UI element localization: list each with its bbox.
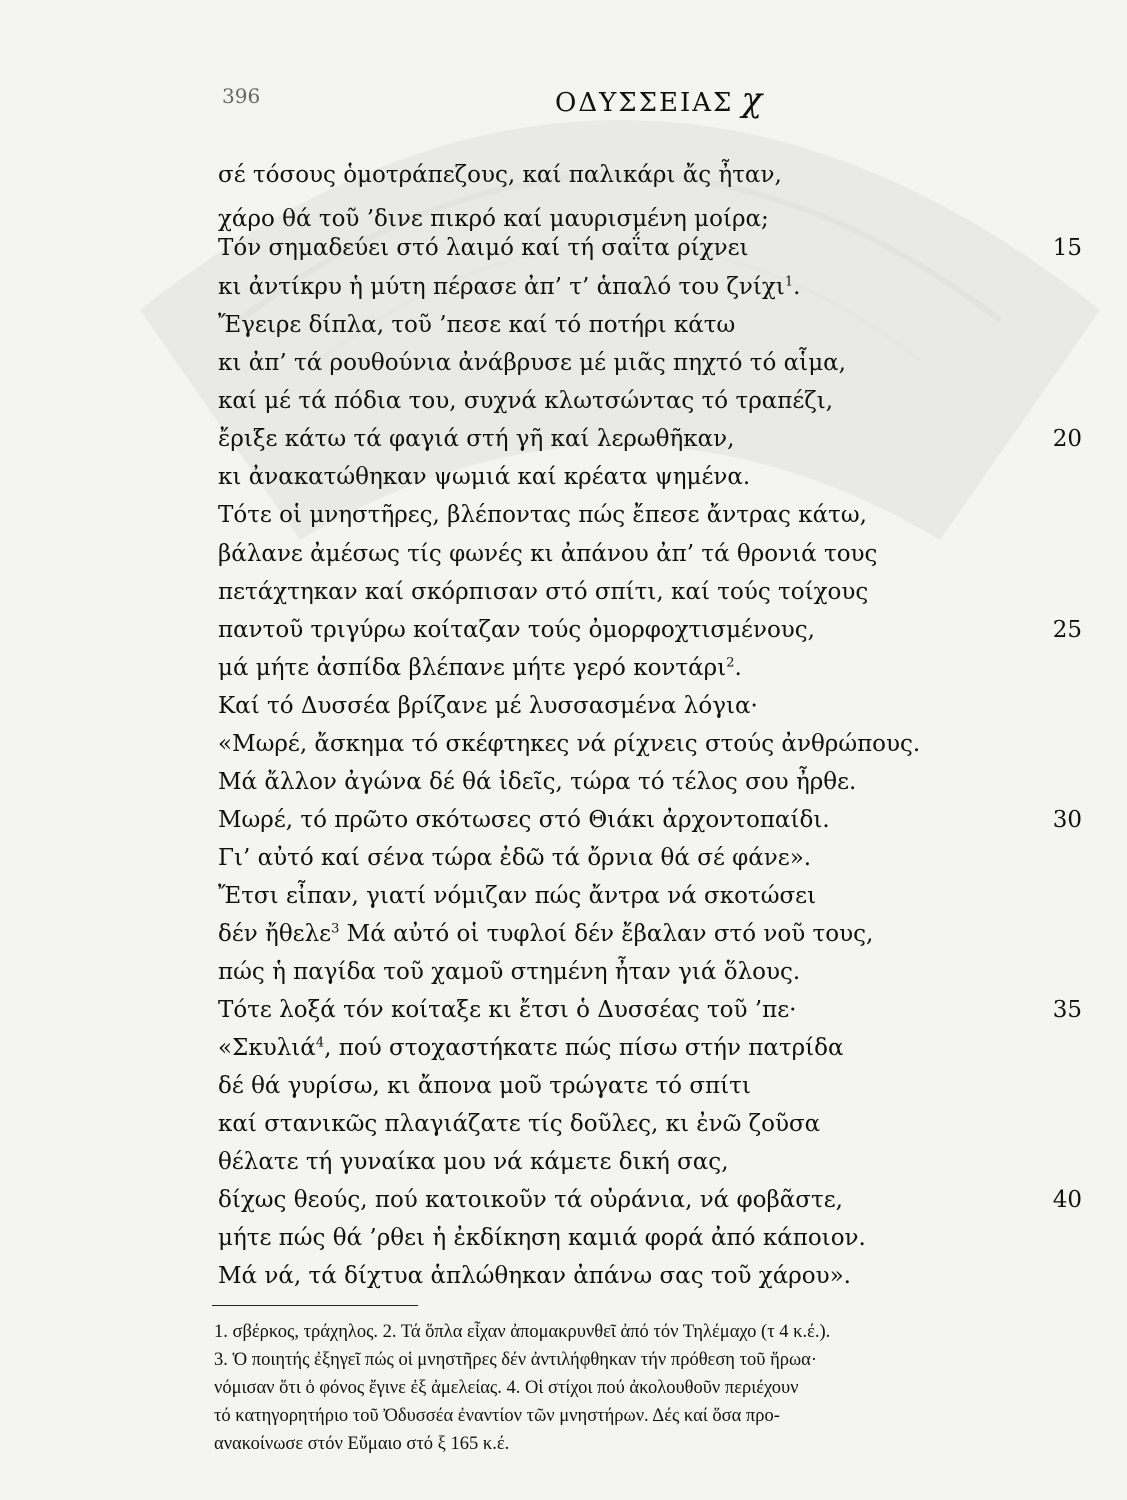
page-number: 396: [222, 84, 261, 108]
verse-line: Τότε λοξά τόν κοίταξε κι ἔτσι ὁ Δυσσέας τοῦ ’πε·: [218, 997, 797, 1023]
footnote-line: 3. Ὁ ποιητής ἐξηγεῖ πώς οἱ μνηστῆρες δέν ἀντιλήφθηκαν τήν πρόθεση τοῦ ἥρωα·: [214, 1350, 818, 1370]
footnote-ref: 4: [315, 1035, 325, 1051]
verse-line: δίχως θεούς, πού κατοικοῦν τά οὐράνια, νά φοβᾶστε,: [218, 1187, 843, 1213]
verse-line: μήτε πώς θά ’ρθει ἡ ἐκδίκηση καμιά φορά ἀπό κάποιον.: [218, 1225, 866, 1251]
verse-line: παντοῦ τριγύρω κοίταζαν τούς ὀμορφοχτισμένους,: [218, 617, 815, 643]
verse-line: κι ἀπ’ τά ρουθούνια ἀνάβρυσε μέ μιᾶς πηχτό τό αἷμα,: [218, 350, 846, 376]
footnote-line: τό κατηγορητήριο τοῦ Ὀδυσσέα ἐναντίον τῶν μνηστήρων. Δές καί ὅσα προ-: [214, 1406, 780, 1426]
verse-line: Μά ἄλλον ἀγώνα δέ θά ἰδεῖς, τώρα τό τέλος σου ἦρθε.: [218, 769, 857, 795]
line-number: 25: [1052, 617, 1082, 643]
verse-line: δέ θά γυρίσω, κι ἄπονα μοῦ τρώγατε τό σπίτι: [218, 1073, 751, 1099]
verse-line: Ἔτσι εἶπαν, γιατί νόμιζαν πώς ἄντρα νά σκοτώσει: [218, 883, 817, 909]
footnote-line: 1. σβέρκος, τράχηλος. 2. Τά ὅπλα εἶχαν ἀπομακρυνθεῖ ἀπό τόν Τηλέμαχο (τ 4 κ.έ.).: [214, 1322, 831, 1342]
verse-line: Μωρέ, τό πρῶτο σκότωσες στό Θιάκι ἀρχοντοπαίδι.: [218, 807, 830, 833]
footnote-ref: 1: [784, 274, 794, 290]
verse-line: καί στανικῶς πλαγιάζατε τίς δοῦλες, κι ἐνῶ ζοῦσα: [218, 1111, 821, 1137]
verse-line: ἔριξε κάτω τά φαγιά στή γῆ καί λερωθῆκαν,: [218, 426, 735, 452]
verse-line: Καί τό Δυσσέα βρίζανε μέ λυσσασμένα λόγια·: [218, 693, 758, 719]
verse-line: Ἔγειρε δίπλα, τοῦ ’πεσε καί τό ποτήρι κάτω: [218, 312, 736, 338]
verse-line: σέ τόσους ὁμοτράπεζους, καί παλικάρι ἄς ἦταν,: [218, 162, 782, 188]
verse-line: πετάχτηκαν καί σκόρπισαν στό σπίτι, καί τούς τοίχους: [218, 579, 869, 605]
verse-line: «Σκυλιά$^4$, πού στοχαστήκατε πώς πίσω στήν πατρίδα: [218, 1035, 844, 1061]
line-number: 35: [1052, 997, 1082, 1023]
book-letter: χ: [741, 80, 765, 120]
book-title: ΟΔΥΣΣΕΙΑΣ: [555, 88, 734, 118]
verse-line: Τότε οἱ μνηστῆρες, βλέποντας πώς ἔπεσε ἄντρας κάτω,: [218, 502, 867, 528]
line-number: 20: [1052, 426, 1082, 452]
verse-line: καί μέ τά πόδια του, συχνά κλωτσώντας τό τραπέζι,: [218, 388, 834, 414]
verse-line: Γι’ αὐτό καί σένα τώρα ἐδῶ τά ὄρνια θά σέ φάνε».: [218, 845, 812, 871]
footnote-ref: 3: [331, 921, 340, 937]
verse-line: δέν ἤθελε$^3$ Μά αὐτό οἱ τυφλοί δέν ἔβαλαν στό νοῦ τους,: [218, 921, 874, 947]
footnote-line: νόμισαν ὅτι ὁ φόνος ἔγινε ἐξ ἀμελείας. 4. Οἱ στίχοι πού ἀκολουθοῦν περιέχουν: [214, 1378, 799, 1398]
verse-line: χάρο θά τοῦ ’δινε πικρό καί μαυρισμένη μοίρα;: [218, 206, 769, 232]
footnote-line: ανακοίνωσε στόν Εὔμαιο στό ξ 165 κ.έ.: [214, 1434, 510, 1454]
verse-line: κι ἀντίκρυ ἡ μύτη πέρασε ἀπ’ τ’ ἁπαλό του ζνίχι$^1$.: [218, 274, 801, 300]
verse-line: πώς ἡ παγίδα τοῦ χαμοῦ στημένη ἦταν γιά ὅλους.: [218, 959, 801, 985]
verse-line: Τόν σημαδεύει στό λαιμό καί τή σαΐτα ρίχνει: [218, 235, 749, 261]
running-title: [555, 80, 764, 120]
footnote-ref: 2: [726, 655, 735, 671]
verse-line: θέλατε τή γυναίκα μου νά κάμετε δική σας,: [218, 1149, 729, 1175]
footnote-divider: [212, 1305, 418, 1306]
verse-line: Μά νά, τά δίχτυα ἁπλώθηκαν ἀπάνω σας τοῦ χάρου».: [218, 1263, 851, 1289]
verse-line: βάλανε ἀμέσως τίς φωνές κι ἀπάνου ἀπ’ τά θρονιά τους: [218, 541, 878, 567]
line-number: 40: [1052, 1187, 1082, 1213]
line-number: 15: [1052, 235, 1082, 261]
line-number: 30: [1052, 807, 1082, 833]
verse-line: κι ἀνακατώθηκαν ψωμιά καί κρέατα ψημένα.: [218, 464, 751, 490]
verse-line: μά μήτε ἀσπίδα βλέπανε μήτε γερό κοντάρι$^2$.: [218, 655, 742, 681]
verse-line: «Μωρέ, ἄσκημα τό σκέφτηκες νά ρίχνεις στούς ἀνθρώπους.: [218, 731, 921, 757]
